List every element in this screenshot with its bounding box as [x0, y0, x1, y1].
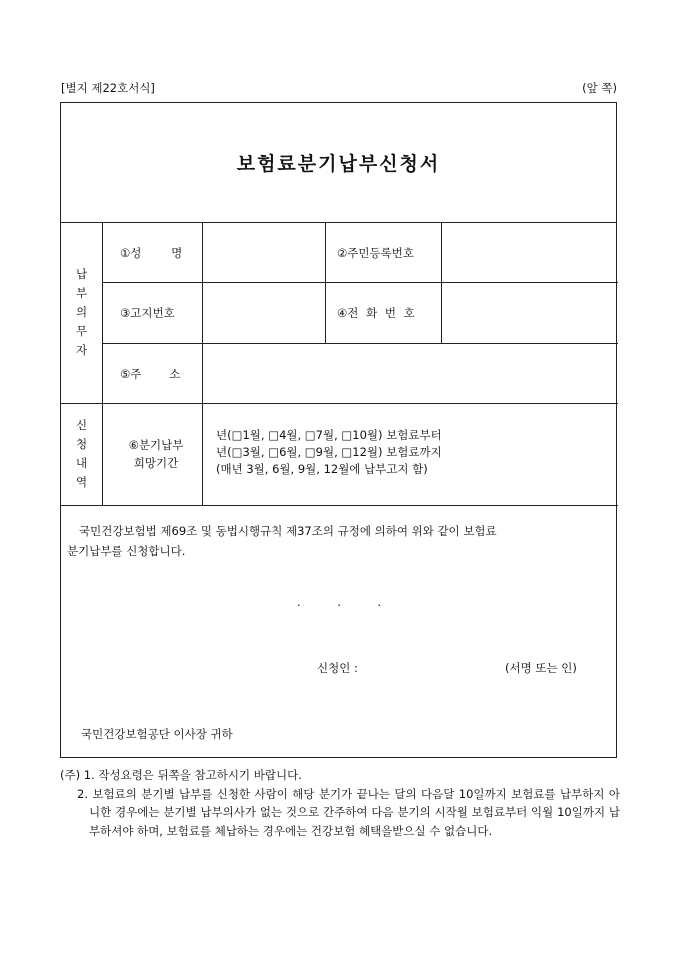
payer-label-char: 자	[75, 343, 88, 357]
period-label-line: 희망기간	[133, 456, 179, 470]
address-label: ⑤주 소	[120, 367, 181, 381]
section-divider	[61, 403, 618, 404]
notes	[60, 766, 620, 840]
application-label-char: 내	[75, 456, 88, 470]
period-label	[116, 436, 196, 472]
form-number: [별지 제22호서식]	[61, 81, 155, 95]
resident-id-label: ②주민등록번호	[337, 246, 414, 260]
period-note-line: (매년 3월, 6월, 9월, 12월에 납부고지 함)	[216, 462, 428, 476]
application-label-char: 역	[75, 475, 88, 489]
addressee: 국민건강보험공단 이사장 귀하	[81, 727, 233, 741]
date-field: . . .	[297, 595, 382, 609]
payer-label-char: 납	[75, 267, 88, 281]
notice-number-label: ③고지번호	[120, 306, 175, 320]
applicant-label: 신청인 :	[317, 661, 358, 675]
page-side-label: (앞 쪽)	[582, 81, 617, 95]
note-item: (주) 1. 작성요령은 뒤쪽을 참고하시기 바랍니다.	[60, 768, 302, 782]
payer-label-char: 부	[75, 286, 88, 300]
application-label-char: 신	[75, 418, 88, 432]
application-form	[60, 102, 617, 758]
period-options	[216, 427, 442, 478]
row-divider	[102, 282, 618, 283]
phone-label: ④전 화 번 호	[337, 306, 415, 320]
column-divider	[441, 222, 442, 343]
title-cell	[61, 103, 616, 223]
signature-label: (서명 또는 인)	[505, 661, 577, 675]
application-label-char: 청	[75, 437, 88, 451]
period-from-line: 년(□1월, □4월, □7월, □10월) 보험료부터	[216, 428, 442, 442]
name-label: ①성 명	[120, 246, 183, 260]
column-divider	[325, 222, 326, 343]
application-section-label	[61, 416, 102, 492]
period-label-line: ⑥분기납부	[128, 438, 184, 452]
section-divider	[61, 505, 618, 506]
statement	[61, 521, 616, 561]
page-title: 보험료분기납부신청서	[236, 153, 441, 175]
statement-line: 국민건강보험법 제69조 및 동법시행규칙 제37조의 규정에 의하여 위와 같이 보험료	[79, 524, 497, 538]
payer-section-label	[61, 265, 102, 360]
period-to-line: 년(□3월, □6월, □9월, □12월) 보험료까지	[216, 445, 442, 459]
column-divider	[102, 222, 103, 505]
note-item: 2. 보험료의 분기별 납부를 신청한 사람이 해당 분기가 끝나는 달의 다음달 10일까지 보험료를 납부하지 아니한 경우에는 분기별 납부의사가 없는 것으로 간주하여 다음 분기의 시작월 보험료부터 익월 10일까지 납부하셔야 하며, 보험료를 체납하는 경우에는 건강보험 혜택을받으실 수 없습니다.	[77, 786, 620, 838]
row-divider	[102, 343, 618, 344]
payer-label-char: 의	[75, 305, 88, 319]
statement-line: 분기납부를 신청합니다.	[67, 544, 186, 558]
column-divider	[202, 222, 203, 505]
payer-label-char: 무	[75, 324, 88, 338]
